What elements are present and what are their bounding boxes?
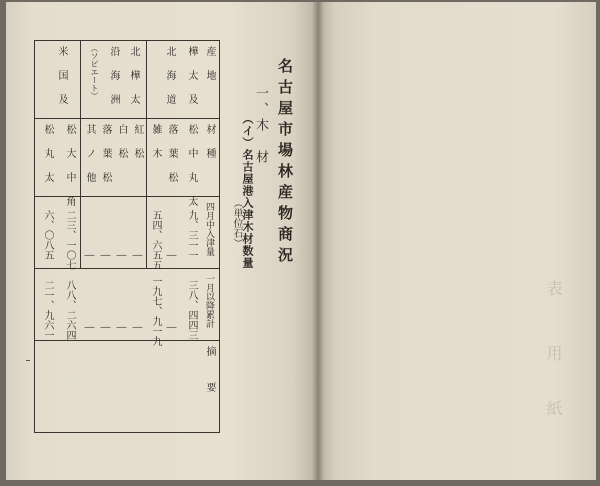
rule-origin-group1 xyxy=(146,40,147,118)
right-page-ghost-3: 紙 xyxy=(544,400,563,416)
cumulative-2: ― xyxy=(166,322,177,333)
april-1: 九、三一一 xyxy=(186,210,197,260)
right-page-ghost-2: 用 xyxy=(544,345,563,361)
rule-origin xyxy=(34,118,220,119)
origin-2-line2: 沿 海 洲 xyxy=(108,46,119,106)
origin-1-line2: 北 海 道 xyxy=(164,46,175,106)
cumulative-9: 二一、九六一 xyxy=(42,280,53,340)
april-3: 五四、六五五 xyxy=(150,210,161,270)
species-8: 松 大 中 角 xyxy=(64,124,75,208)
cumulative-6: ― xyxy=(100,322,111,333)
april-6: ― xyxy=(100,250,111,261)
origin-3-line1: 米 国 及 xyxy=(56,46,67,106)
table-border-bottom xyxy=(34,432,220,433)
species-7: 其 ノ 他 xyxy=(84,124,95,184)
subsection-heading: （イ）名古屋港入津木材数量 xyxy=(241,113,254,269)
rule-row-group2 xyxy=(80,118,81,268)
april-4: ― xyxy=(132,250,143,261)
header-species: 材 種 xyxy=(204,124,215,160)
header-origin: 産 地 xyxy=(204,46,215,82)
header-remarks: 摘 要 xyxy=(204,346,215,394)
page-mark xyxy=(26,360,30,361)
cumulative-5: ― xyxy=(116,322,127,333)
species-9: 松 丸 太 xyxy=(42,124,53,184)
april-5: ― xyxy=(116,250,127,261)
species-2: 落 葉 松 xyxy=(166,124,177,184)
table-border-left xyxy=(34,40,35,433)
cumulative-1: 三八、四四三 xyxy=(186,280,197,340)
cumulative-7: ― xyxy=(84,322,95,333)
header-april: 四月中入津量 xyxy=(204,202,214,256)
right-page-ghost-1: 表 xyxy=(544,280,563,296)
table-border-top xyxy=(34,40,220,41)
species-1: 松 中 丸 太 xyxy=(186,124,197,208)
species-6: 落 葉 松 xyxy=(100,124,111,184)
header-cumulative: 一月以降累計 xyxy=(204,274,214,328)
cumulative-3: 一九七、九一九 xyxy=(150,276,161,346)
april-8: 二三、一〇七 xyxy=(64,210,75,270)
unit-label: （単位石） xyxy=(231,198,242,248)
section-heading: 一、木 材 xyxy=(253,86,268,166)
origin-1-line1: 樺 太 及 xyxy=(186,46,197,106)
april-9: 六、〇八五 xyxy=(42,210,53,260)
rule-april xyxy=(34,268,220,269)
rule-origin-group2 xyxy=(80,40,81,118)
rule-row-group1 xyxy=(146,118,147,268)
table-border-right xyxy=(219,40,220,433)
april-2: ― xyxy=(166,250,177,261)
origin-2-line1: 北 樺 太 xyxy=(128,46,139,106)
origin-2-note: （ソビエート） xyxy=(90,44,99,100)
species-3: 雑 木 xyxy=(150,124,161,160)
species-5: 白 松 xyxy=(116,124,127,160)
cumulative-4: ― xyxy=(132,322,143,333)
species-4: 紅 松 xyxy=(132,124,143,160)
cumulative-8: 八八、二六四 xyxy=(64,280,75,340)
book-gutter xyxy=(312,2,324,480)
page-title: 名古屋市場林産物商況 xyxy=(276,58,294,268)
rule-cumulative xyxy=(34,340,220,341)
april-7: ― xyxy=(84,250,95,261)
